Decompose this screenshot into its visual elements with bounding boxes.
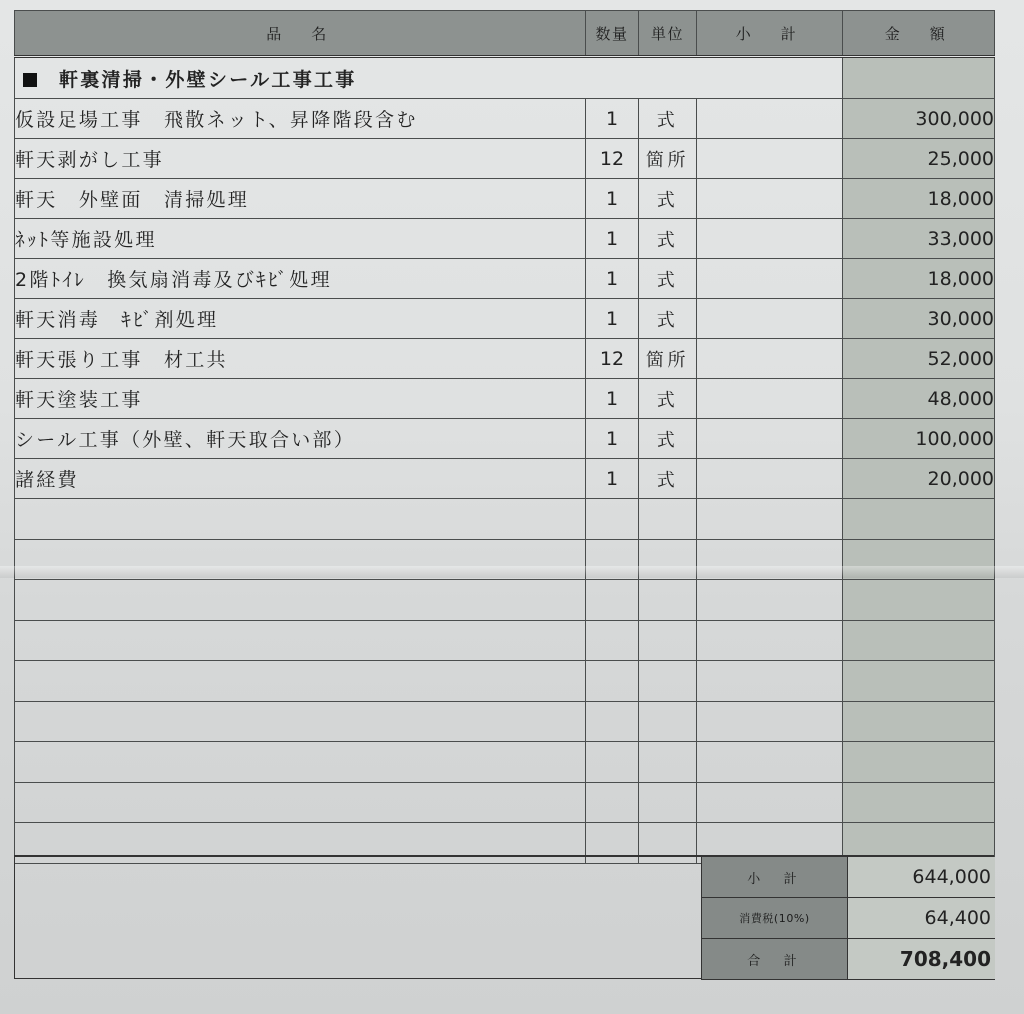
empty-cell bbox=[639, 701, 697, 742]
estimate-sheet bbox=[14, 10, 994, 980]
empty-cell bbox=[586, 742, 639, 783]
item-subtotal bbox=[697, 179, 843, 219]
item-quantity: 1 bbox=[586, 419, 639, 459]
table-row bbox=[15, 219, 995, 259]
empty-cell bbox=[639, 661, 697, 702]
item-unit: 箇所 bbox=[639, 139, 697, 179]
header-amount: 金 額 bbox=[843, 11, 995, 57]
totals-block bbox=[14, 855, 994, 979]
item-amount: 18,000 bbox=[843, 259, 995, 299]
item-amount: 30,000 bbox=[843, 299, 995, 339]
empty-cell bbox=[15, 701, 586, 742]
table-row bbox=[15, 139, 995, 179]
header-subtotal: 小 計 bbox=[697, 11, 843, 57]
empty-cell bbox=[697, 620, 843, 661]
grand-total-row bbox=[701, 939, 995, 980]
subtotal-value: 644,000 bbox=[847, 857, 995, 898]
empty-cell bbox=[586, 580, 639, 621]
table-row bbox=[15, 379, 995, 419]
empty-cell bbox=[697, 580, 843, 621]
empty-cell bbox=[15, 539, 586, 580]
item-amount: 33,000 bbox=[843, 219, 995, 259]
subtotal-row bbox=[701, 857, 995, 898]
item-unit: 式 bbox=[639, 179, 697, 219]
table-row bbox=[15, 179, 995, 219]
empty-row bbox=[15, 499, 995, 540]
item-unit: 式 bbox=[639, 259, 697, 299]
section-amount-cell bbox=[843, 57, 995, 99]
item-name: ﾈｯﾄ等施設処理 bbox=[15, 219, 586, 259]
subtotal-label: 小 計 bbox=[701, 857, 847, 898]
empty-cell bbox=[697, 742, 843, 783]
empty-cell bbox=[15, 742, 586, 783]
header-item-name: 品 名 bbox=[15, 11, 586, 57]
table-row bbox=[15, 419, 995, 459]
empty-cell bbox=[697, 499, 843, 540]
empty-cell bbox=[843, 782, 995, 823]
table-row bbox=[15, 299, 995, 339]
empty-cell bbox=[843, 701, 995, 742]
tax-label: 消費税(10%) bbox=[701, 898, 847, 939]
item-name: 2階ﾄｲﾚ 換気扇消毒及びｷﾋﾞ処理 bbox=[15, 259, 586, 299]
item-amount: 25,000 bbox=[843, 139, 995, 179]
empty-cell bbox=[15, 499, 586, 540]
grand-total-label: 合 計 bbox=[701, 939, 847, 980]
empty-cell bbox=[15, 580, 586, 621]
item-quantity: 1 bbox=[586, 219, 639, 259]
empty-cell bbox=[15, 620, 586, 661]
square-bullet-icon bbox=[23, 73, 37, 87]
item-unit: 式 bbox=[639, 419, 697, 459]
item-amount: 52,000 bbox=[843, 339, 995, 379]
empty-cell bbox=[639, 742, 697, 783]
item-quantity: 1 bbox=[586, 299, 639, 339]
item-unit: 式 bbox=[639, 219, 697, 259]
item-name: 軒天剥がし工事 bbox=[15, 139, 586, 179]
empty-cell bbox=[843, 539, 995, 580]
item-name: 軒天張り工事 材工共 bbox=[15, 339, 586, 379]
empty-cell bbox=[586, 539, 639, 580]
item-name: シール工事（外壁、軒天取合い部） bbox=[15, 419, 586, 459]
empty-cell bbox=[586, 701, 639, 742]
empty-row bbox=[15, 661, 995, 702]
item-quantity: 12 bbox=[586, 339, 639, 379]
empty-cell bbox=[697, 782, 843, 823]
table-row bbox=[15, 339, 995, 379]
section-row bbox=[15, 57, 995, 99]
empty-cell bbox=[697, 661, 843, 702]
tax-row bbox=[701, 898, 995, 939]
item-subtotal bbox=[697, 339, 843, 379]
item-unit: 式 bbox=[639, 99, 697, 139]
empty-row bbox=[15, 539, 995, 580]
item-name: 諸経費 bbox=[15, 459, 586, 499]
item-name: 仮設足場工事 飛散ネット、昇降階段含む bbox=[15, 99, 586, 139]
item-unit: 式 bbox=[639, 459, 697, 499]
empty-row bbox=[15, 620, 995, 661]
item-quantity: 1 bbox=[586, 99, 639, 139]
item-subtotal bbox=[697, 139, 843, 179]
empty-cell bbox=[586, 661, 639, 702]
empty-cell bbox=[697, 539, 843, 580]
item-subtotal bbox=[697, 459, 843, 499]
item-quantity: 12 bbox=[586, 139, 639, 179]
item-subtotal bbox=[697, 99, 843, 139]
item-subtotal bbox=[697, 379, 843, 419]
item-unit: 式 bbox=[639, 379, 697, 419]
header-unit: 単位 bbox=[639, 11, 697, 57]
item-subtotal bbox=[697, 219, 843, 259]
empty-cell bbox=[586, 499, 639, 540]
table-row bbox=[15, 459, 995, 499]
item-amount: 18,000 bbox=[843, 179, 995, 219]
table-header-row bbox=[15, 11, 995, 57]
empty-cell bbox=[639, 580, 697, 621]
item-subtotal bbox=[697, 419, 843, 459]
item-name: 軒天塗装工事 bbox=[15, 379, 586, 419]
item-name: 軒天消毒 ｷﾋﾞ剤処理 bbox=[15, 299, 586, 339]
item-unit: 箇所 bbox=[639, 339, 697, 379]
empty-cell bbox=[639, 620, 697, 661]
section-title-cell bbox=[15, 57, 843, 99]
empty-cell bbox=[843, 499, 995, 540]
item-quantity: 1 bbox=[586, 459, 639, 499]
empty-cell bbox=[586, 782, 639, 823]
empty-cell bbox=[697, 701, 843, 742]
empty-cell bbox=[586, 620, 639, 661]
empty-cell bbox=[843, 661, 995, 702]
empty-cell bbox=[639, 499, 697, 540]
table-row bbox=[15, 259, 995, 299]
item-name: 軒天 外壁面 清掃処理 bbox=[15, 179, 586, 219]
item-subtotal bbox=[697, 259, 843, 299]
item-subtotal bbox=[697, 299, 843, 339]
item-unit: 式 bbox=[639, 299, 697, 339]
empty-cell bbox=[843, 742, 995, 783]
header-quantity: 数量 bbox=[586, 11, 639, 57]
item-quantity: 1 bbox=[586, 379, 639, 419]
item-quantity: 1 bbox=[586, 179, 639, 219]
empty-cell bbox=[843, 620, 995, 661]
empty-row bbox=[15, 782, 995, 823]
section-title: 軒裏清掃・外壁シール工事工事 bbox=[59, 68, 357, 91]
tax-value: 64,400 bbox=[847, 898, 995, 939]
empty-cell bbox=[639, 539, 697, 580]
estimate-table bbox=[14, 10, 995, 864]
empty-cell bbox=[15, 661, 586, 702]
empty-cell bbox=[843, 580, 995, 621]
empty-cell bbox=[15, 782, 586, 823]
empty-row bbox=[15, 580, 995, 621]
empty-row bbox=[15, 742, 995, 783]
empty-row bbox=[15, 701, 995, 742]
item-amount: 100,000 bbox=[843, 419, 995, 459]
item-amount: 300,000 bbox=[843, 99, 995, 139]
item-amount: 48,000 bbox=[843, 379, 995, 419]
grand-total-value: 708,400 bbox=[847, 939, 995, 980]
table-row bbox=[15, 99, 995, 139]
empty-cell bbox=[639, 782, 697, 823]
item-quantity: 1 bbox=[586, 259, 639, 299]
item-amount: 20,000 bbox=[843, 459, 995, 499]
